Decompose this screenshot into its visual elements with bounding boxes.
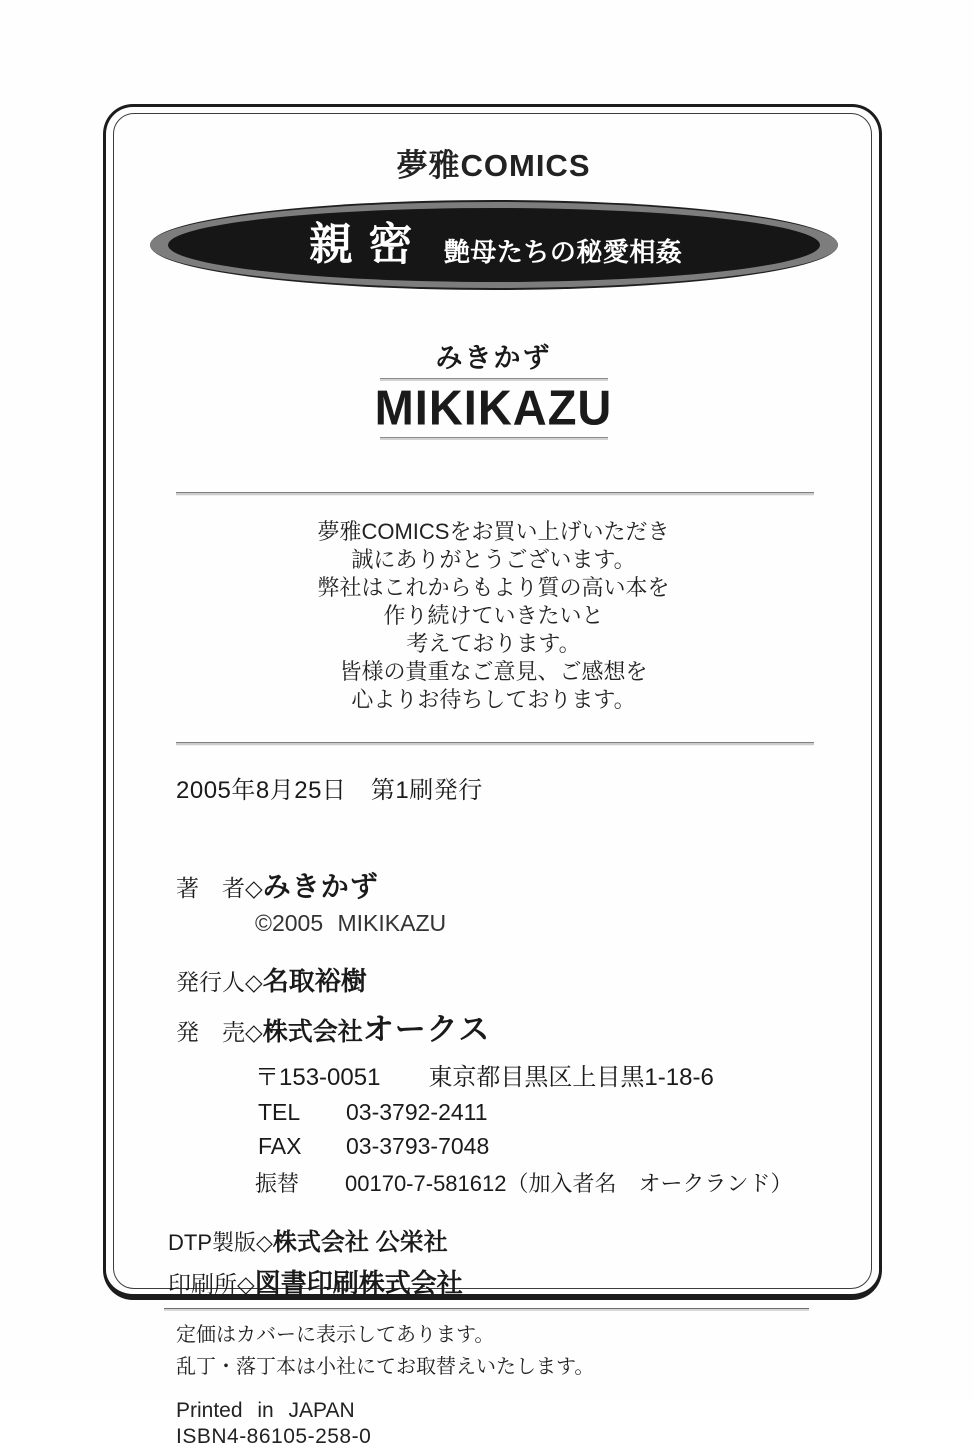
address-text: 東京都目黒区上目黒1-18-6 [428, 1063, 714, 1091]
fax-number: 03-3793-7048 [346, 1132, 490, 1159]
message-line: 皆様の貴重なご意見、ご感想を [339, 658, 648, 684]
title-band-outline [150, 200, 838, 290]
divider-rule [164, 1308, 809, 1311]
credit-seller-name: オークス [362, 1011, 491, 1047]
publisher-address [176, 1057, 811, 1092]
tel-label: TEL [258, 1098, 301, 1125]
credits-block [168, 865, 811, 1300]
credit-dtp-label: DTP製版◇ [168, 1229, 273, 1255]
postal-code: 〒153-0051 [255, 1063, 381, 1091]
copyright-line: ©2005 MIKIKAZU [255, 909, 447, 936]
message-line: 考えております。 [406, 630, 581, 656]
credit-author [176, 865, 811, 905]
credit-publisher-label: 発行人◇ [176, 968, 263, 995]
price-note: 定価はカバーに表示してあります。 [176, 1323, 495, 1346]
printed-in-japan: Printed in JAPAN [176, 1398, 355, 1422]
message-line: 夢雅COMICSをお買い上げいただき [317, 518, 670, 544]
publisher-message [176, 518, 811, 714]
title-band [168, 208, 820, 282]
transfer-number: 00170-7-581612（加入者名 オークランド） [345, 1170, 793, 1196]
author-name-roman: MIKIKAZU [374, 379, 613, 436]
message-line: 心よりお待ちしております。 [351, 686, 636, 712]
tel-number: 03-3792-2411 [346, 1098, 488, 1125]
transfer-line [176, 1167, 811, 1198]
divider-rule [380, 437, 608, 440]
title-band-wrap [176, 200, 811, 290]
credit-publisher [176, 961, 811, 998]
credit-printer-name: 図書印刷株式会社 [254, 1267, 463, 1298]
title-band-ring [150, 202, 838, 288]
transfer-label: 振替 [255, 1170, 300, 1196]
credit-seller [176, 1004, 811, 1049]
book-subtitle: 艶母たちの秘愛相姦 [443, 236, 683, 267]
imprint-logo: 夢雅COMICS [396, 148, 591, 183]
divider-rule [176, 492, 814, 496]
colophon-content [114, 110, 871, 1448]
message-line: 作り続けていきたいと [383, 602, 604, 628]
credit-dtp-name: 株式会社 公栄社 [272, 1228, 448, 1256]
divider-rule [176, 742, 814, 746]
credit-author-name: みきかず [262, 870, 379, 902]
fax-label: FAX [258, 1132, 302, 1159]
credit-publisher-name: 名取裕樹 [262, 965, 367, 996]
credit-seller-company: 株式会社 [262, 1017, 363, 1046]
message-line: 誠にありがとうございます。 [351, 546, 636, 572]
credit-author-label: 著 者◇ [176, 874, 263, 901]
edition-date: 2005年8月25日 第1刷発行 [176, 776, 483, 804]
credit-printer-label: 印刷所◇ [168, 1270, 255, 1297]
author-block [176, 336, 811, 440]
fax-line [176, 1133, 811, 1160]
isbn-number: ISBN4-86105-258-0 [176, 1424, 372, 1448]
credit-dtp [168, 1222, 811, 1257]
credit-seller-label: 発 売◇ [176, 1018, 263, 1045]
defect-note: 乱丁・落丁本は小社にてお取替えいたします。 [176, 1355, 595, 1378]
credit-printer [168, 1263, 811, 1300]
book-title: 親密 [309, 220, 428, 269]
message-line: 弊社はこれからもより質の高い本を [317, 574, 670, 600]
author-name-kana: みきかず [435, 343, 552, 373]
tel-line [176, 1099, 811, 1126]
